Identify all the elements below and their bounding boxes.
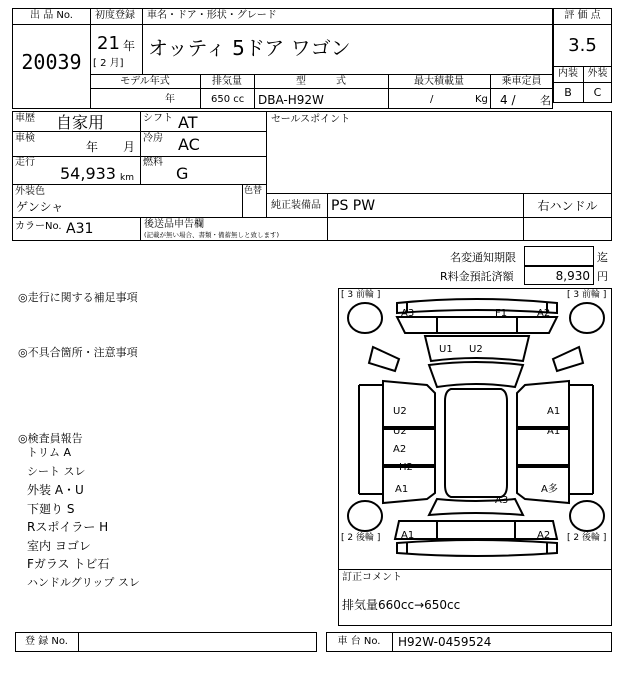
- tyre-front-right: [ 3 前輪 ]: [567, 290, 607, 300]
- correction-label: 訂正コメント: [342, 572, 402, 583]
- displacement-value: 650 cc: [211, 94, 245, 105]
- tyre-rear-left: [ 2 後輪 ]: [341, 533, 381, 543]
- max-load-label: 最大積載量: [414, 76, 464, 87]
- reg-no-label: 登 録 No.: [25, 636, 68, 647]
- steering-side: 右ハンドル: [537, 199, 598, 213]
- mark-left-rear-panel: A2: [393, 444, 407, 455]
- exterior-label: 外装: [587, 68, 608, 79]
- inspection-label: 車検: [15, 133, 35, 144]
- capacity-value: 4 /: [500, 93, 516, 107]
- fuel-label: 燃料: [143, 157, 163, 168]
- chassis-label: 車 台 No.: [337, 636, 381, 647]
- inspector-line: Rスポイラー H: [27, 520, 109, 534]
- factory-equipment-value: PS PW: [331, 198, 376, 214]
- aftermarket-note: (記載が無い場合、書類・備蓄無しと致します): [144, 231, 280, 239]
- shift-value: AT: [178, 113, 198, 132]
- first-reg-month: [ 2 月]: [93, 58, 124, 69]
- first-reg-year: 21: [97, 33, 120, 54]
- aftermarket-label: 後送品申告欄: [144, 219, 204, 230]
- lot-label: 出 品 No.: [30, 10, 73, 21]
- correction-text: 排気量660cc→650cc: [342, 598, 461, 612]
- mark-rear-spoiler: H2: [399, 462, 413, 473]
- inspector-line: 外装 A・U: [27, 483, 84, 497]
- exterior-color-value: ゲンシャ: [16, 200, 64, 214]
- inspection-year: 年: [86, 140, 99, 154]
- inspector-line: 室内 ヨゴレ: [27, 539, 91, 553]
- tyre-rear-right: [ 2 後輪 ]: [567, 533, 607, 543]
- defects-title: ◎不具合箇所・注意事項: [18, 346, 138, 359]
- interior-grade: B: [564, 86, 572, 99]
- car-name-label: 車名・ドア・形状・グレード: [147, 10, 277, 21]
- mark-rear-bumper-left: A1: [401, 530, 415, 541]
- car-diagram: [338, 288, 612, 570]
- inspector-line: ハンドルグリップ スレ: [27, 576, 140, 589]
- mark-hood-right: U2: [469, 344, 483, 355]
- lot-number: 20039: [21, 50, 82, 74]
- exterior-color-label: 外装色: [15, 186, 45, 197]
- factory-equipment-label: 純正装備品: [271, 200, 321, 211]
- mark-left-rear-door: U2: [393, 426, 407, 437]
- max-load-unit: Kg: [475, 94, 488, 105]
- score-value: 3.5: [568, 35, 597, 56]
- mark-front-right-fender: A2: [537, 308, 551, 319]
- model-year-label: モデル年式: [120, 76, 170, 87]
- ac-value: AC: [178, 135, 200, 154]
- fuel-value: G: [176, 164, 189, 183]
- tyre-front-left: [ 3 前輪 ]: [341, 290, 381, 300]
- car-outline: [339, 289, 611, 569]
- mark-right-rear-door: A1: [547, 426, 561, 437]
- score-label: 評 価 点: [564, 10, 601, 21]
- inspector-line: シート スレ: [27, 465, 86, 478]
- model-year-value: 年: [165, 94, 175, 105]
- color-no-label: カラーNo.: [15, 221, 62, 232]
- mileage-label: 走行: [15, 157, 35, 168]
- name-change-label: 名変通知期限: [450, 251, 516, 264]
- inspector-title: ◎検査員報告: [18, 432, 83, 445]
- mark-right-rear-fender: A多: [541, 484, 558, 495]
- inspector-line: Fガラス トビ石: [27, 557, 110, 571]
- color-no-box: [12, 217, 612, 241]
- recycle-value: 8,930: [555, 269, 590, 283]
- exterior-grade: C: [593, 86, 602, 99]
- model-label: 型 式: [296, 76, 346, 87]
- history-value: 自家用: [56, 113, 105, 132]
- driving-notes-title: ◎走行に関する補足事項: [18, 291, 138, 304]
- mark-rear-gate: A3: [495, 495, 509, 506]
- chassis-value: H92W-0459524: [398, 635, 492, 649]
- inspection-month: 月: [123, 140, 136, 154]
- color-no-value: A31: [66, 221, 94, 237]
- mark-left-rear-fender: A1: [395, 484, 409, 495]
- sales-points-label: セールスポイント: [271, 114, 351, 125]
- recycle-label: R料金預託済額: [440, 270, 514, 283]
- inspector-line: トリム A: [27, 446, 72, 459]
- first-reg-label: 初度登録: [95, 10, 135, 21]
- shift-label: シフト: [143, 113, 173, 124]
- name-change-unit: 迄: [597, 251, 608, 264]
- ac-label: 冷房: [143, 133, 163, 144]
- color-change-label: 色替: [244, 186, 263, 196]
- mark-front-left-fender: A3: [401, 308, 415, 319]
- mark-rear-bumper-right: A2: [537, 530, 551, 541]
- mark-left-front-door: U2: [393, 406, 407, 417]
- inspector-line: 下廻り S: [27, 502, 75, 516]
- history-label: 車歴: [15, 113, 35, 124]
- mileage-value: 54,933: [60, 164, 116, 183]
- capacity-unit: 名: [540, 94, 551, 107]
- displacement-label: 排気量: [212, 76, 242, 87]
- recycle-unit: 円: [597, 270, 608, 283]
- mark-right-front-door: A1: [547, 406, 561, 417]
- capacity-label: 乗車定員: [501, 76, 542, 87]
- model-value: DBA-H92W: [258, 93, 324, 107]
- max-load-value: /: [430, 94, 434, 105]
- interior-label: 内装: [558, 68, 578, 79]
- mark-hood-left: U1: [439, 344, 453, 355]
- year-unit: 年: [123, 39, 136, 53]
- mileage-unit: km: [120, 173, 134, 183]
- name-change-box: [524, 246, 594, 266]
- car-name: オッティ 5ドア ワゴン: [148, 36, 351, 60]
- mark-front-bumper: F1: [495, 308, 508, 319]
